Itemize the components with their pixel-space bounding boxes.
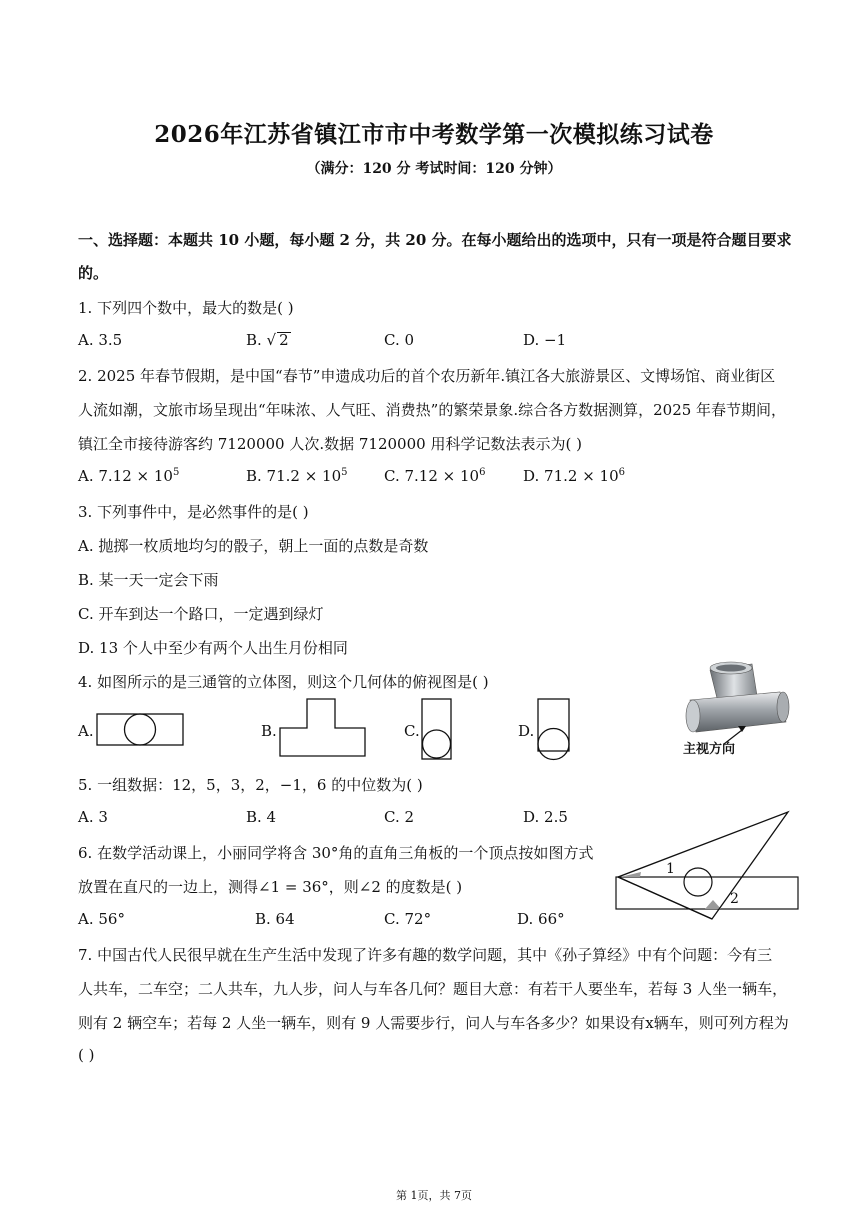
q7-line3: 则有 2 辆空车；若每 2 人坐一辆车，则有 9 人需要步行，问人与车各多少？如果设有x辆车，则可列方程为 <box>78 1014 789 1032</box>
q5-option-b: B. 4 <box>246 808 277 826</box>
q4-option-d-label: D. <box>518 722 535 740</box>
q6-option-b: B. 64 <box>255 910 295 928</box>
q6-option-a: A. 56° <box>78 910 125 928</box>
q3-option-a: A. 抛掷一枚质地均匀的骰子，朝上一面的点数是奇数 <box>78 537 429 555</box>
q1-option-b-radicand: 2 <box>279 331 289 349</box>
q4-option-c-figure <box>418 697 456 763</box>
q3-option-b: B. 某一天一定会下雨 <box>78 571 219 589</box>
q2-option-a-base: A. 7.12 × 10 <box>78 467 173 485</box>
q1-option-a: A. 3.5 <box>78 331 123 349</box>
angle-1-label: 1 <box>666 861 675 877</box>
q2-option-b-exp: 5 <box>341 467 348 478</box>
q2-option-d-base: D. 71.2 × 10 <box>523 467 619 485</box>
q1-stem: 1. 下列四个数中，最大的数是( ) <box>78 299 294 317</box>
q2-option-d-exp: 6 <box>618 467 625 478</box>
q4-stem: 4. 如图所示的是三通管的立体图，则这个几何体的俯视图是( ) <box>78 673 489 691</box>
q5-option-c: C. 2 <box>384 808 415 826</box>
q2-line3: 镇江全市接待游客约 7120000 人次.数据 7120000 用科学记数法表示为( ) <box>78 435 582 453</box>
q6-option-c: C. 72° <box>384 910 432 928</box>
q6-option-d: D. 66° <box>517 910 565 928</box>
q3-stem: 3. 下列事件中，是必然事件的是( ) <box>78 503 309 521</box>
q4-option-a-figure <box>96 712 186 748</box>
q2-option-a-exp: 5 <box>172 467 180 478</box>
section-heading-line2: 的。 <box>78 264 109 282</box>
q3-option-c: C. 开车到达一个路口，一定遇到绿灯 <box>78 605 324 623</box>
q6-line1: 6. 在数学活动课上，小丽同学将含 30°角的直角三角板的一个顶点按如图方式 <box>78 844 594 862</box>
q2-line2: 人流如潮，文旅市场呈现出“年味浓、人气旺、消费热”的繁荣景象.综合各方数据测算，2025 年春节期间， <box>78 401 787 419</box>
q7-line4: ( ) <box>78 1046 95 1064</box>
section-heading-line1: 一、选择题：本题共 10 小题，每小题 2 分，共 20 分。在每小题给出的选项中，只有一项是符合题目要求 <box>78 231 792 249</box>
angle-2-label: 2 <box>730 891 739 907</box>
q5-stem: 5. 一组数据：12，5，3，2，−1，6 的中位数为( ) <box>78 776 423 794</box>
q2-option-d <box>523 467 625 485</box>
q3-option-d: D. 13 个人中至少有两个人出生月份相同 <box>78 639 348 657</box>
q2-option-c-exp: 6 <box>479 467 486 478</box>
exam-info: （满分：120 分 考试时间：120 分钟） <box>306 161 562 177</box>
q7-line1: 7. 中国古代人民很早就在生产生活中发现了许多有趣的数学问题，其中《孙子算经》中有个问题：今有三 <box>78 946 773 964</box>
q5-option-d: D. 2.5 <box>523 808 568 826</box>
page-footer: 第 1页，共 7页 <box>396 1189 472 1202</box>
q2-option-b-base: B. 71.2 × 10 <box>246 467 342 485</box>
q4-option-d-figure <box>533 697 575 763</box>
q7-line2: 人共车，二车空；二人共车，九人步，问人与车各几何？题目大意：有若干人要坐车，若每 3 人坐一辆车， <box>78 980 788 998</box>
q2-option-c-base: C. 7.12 × 10 <box>384 467 480 485</box>
q2-line1: 2. 2025 年春节假期，是中国“春节”申遗成功后的首个农历新年.镇江各大旅游景区、文博场馆、商业街区 <box>78 367 776 385</box>
q6-line2: 放置在直尺的一边上，测得∠1 = 36°，则∠2 的度数是( ) <box>78 878 463 896</box>
tee-pipe-caption: 主视方向 <box>683 742 736 757</box>
q1-option-d: D. −1 <box>523 331 567 349</box>
q1-option-c: C. 0 <box>384 331 415 349</box>
q5-option-a: A. 3 <box>78 808 108 826</box>
q4-option-c-label: C. <box>404 722 420 740</box>
page-title: 2026年江苏省镇江市市中考数学第一次模拟练习试卷 <box>154 121 714 148</box>
q1-option-b <box>246 331 291 349</box>
q2-option-a <box>78 467 179 485</box>
triangle-ruler-figure <box>612 808 802 922</box>
q4-option-a-label: A. <box>78 722 94 740</box>
q2-option-c <box>384 467 485 485</box>
q1-option-b-prefix: B. √ <box>246 331 277 349</box>
q4-option-b-label: B. <box>261 722 277 740</box>
q4-option-b-figure <box>278 697 368 759</box>
q2-option-b <box>246 467 348 485</box>
